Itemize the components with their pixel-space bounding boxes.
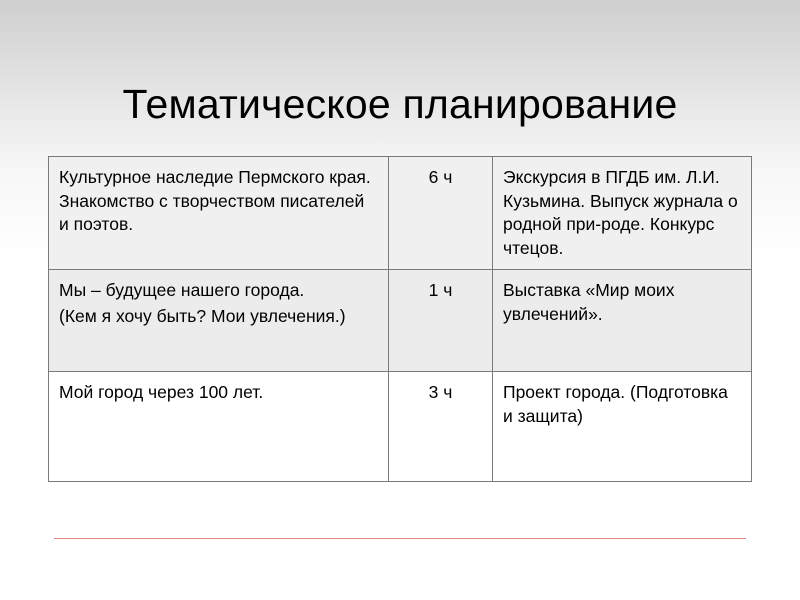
topic-subtext: (Кем я хочу быть? Мои увлечения.) xyxy=(59,305,346,326)
thematic-plan-table xyxy=(48,156,752,482)
topic-text: Мой город через 100 лет. xyxy=(59,382,264,402)
topic-cell xyxy=(49,270,389,372)
topic-text: Мы – будущее нашего города. xyxy=(59,280,305,300)
hours-cell: 1 ч xyxy=(389,270,493,372)
table-row xyxy=(49,270,752,372)
topic-cell xyxy=(49,157,389,270)
hours-cell: 3 ч xyxy=(389,372,493,482)
hours-cell: 6 ч xyxy=(389,157,493,270)
activity-cell: Проект города. (Подготовка и защита) xyxy=(493,372,752,482)
topic-cell xyxy=(49,372,389,482)
slide-title: Тематическое планирование xyxy=(122,81,678,127)
activity-cell: Выставка «Мир моих увлечений». xyxy=(493,270,752,372)
topic-text: Культурное наследие Пермского края. Знакомство с творчеством писателей и поэтов. xyxy=(59,167,371,234)
table-row xyxy=(49,372,752,482)
activity-cell: Экскурсия в ПГДБ им. Л.И. Кузьмина. Выпуск журнала о родной при-роде. Конкурс чтецов. xyxy=(493,157,752,270)
footer-divider xyxy=(54,538,746,539)
table-row xyxy=(49,157,752,270)
